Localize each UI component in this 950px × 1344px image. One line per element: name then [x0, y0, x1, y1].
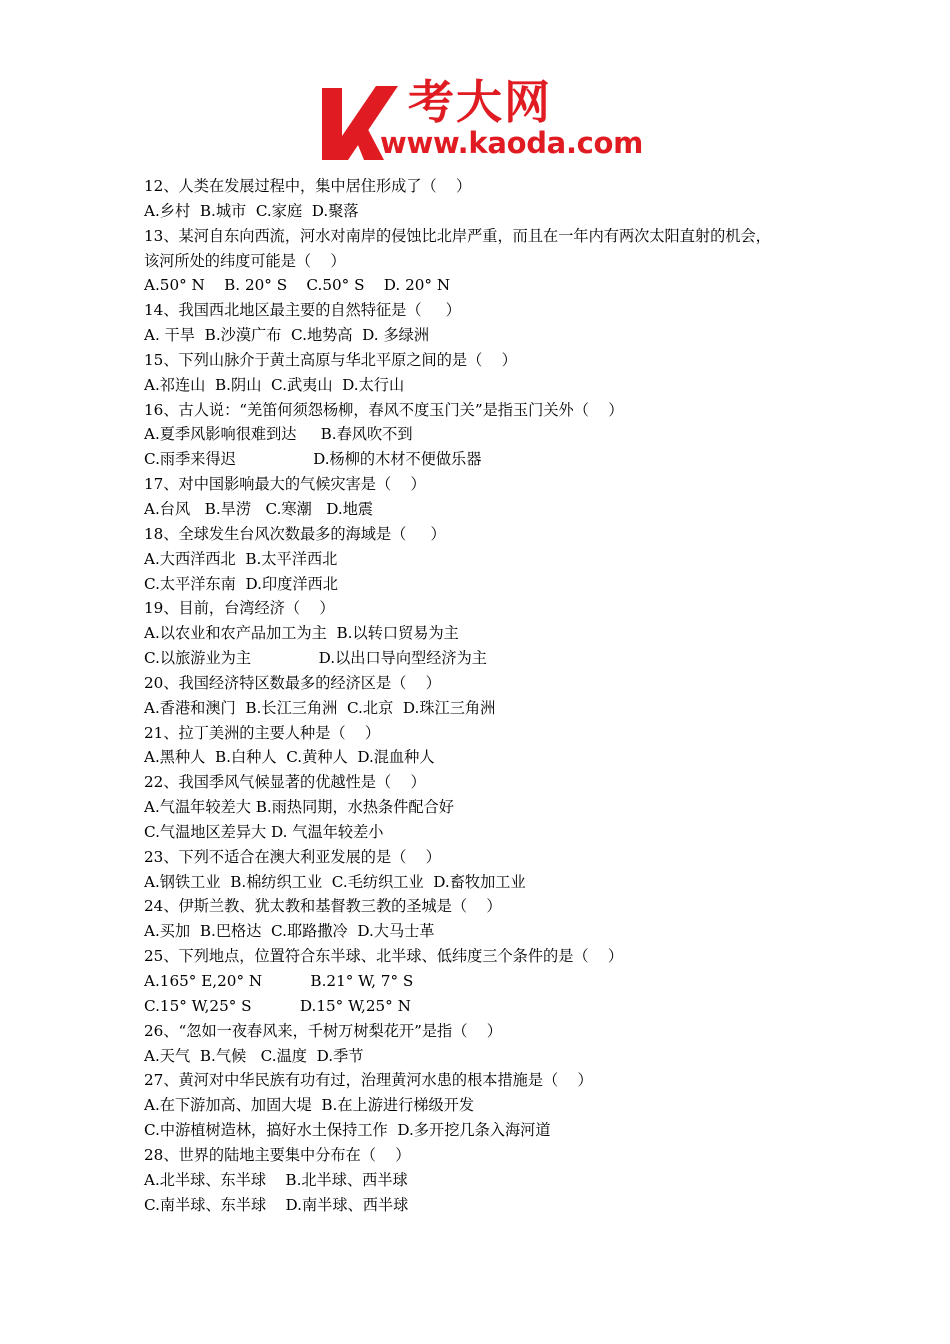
options-28-ab: A.北半球、东半球 B.北半球、西半球 — [144, 1170, 408, 1189]
options-25-cd: C.15° W,25° S D.15° W,25° N — [144, 996, 411, 1015]
options-20: A.香港和澳门 B.长江三角洲 C.北京 D.珠江三角洲 — [144, 698, 496, 717]
options-12: A.乡村 B.城市 C.家庭 D.聚落 — [144, 201, 359, 220]
logo-brand-name: 考大网 — [408, 75, 552, 129]
options-25-ab: A.165° E,20° N B.21° W, 7° S — [144, 972, 414, 990]
options-15: A.祁连山 B.阴山 C.武夷山 D.太行山 — [144, 375, 405, 394]
question-list — [144, 174, 824, 1217]
question-18: 18、全球发生台风次数最多的海域是（ ） — [144, 524, 446, 543]
options-24: A.买加 B.巴格达 C.耶路撒冷 D.大马士革 — [144, 922, 435, 941]
options-13: A.50° N B. 20° S C.50° S D. 20° N — [144, 276, 451, 295]
question-14: 14、我国西北地区最主要的自然特征是（ ） — [144, 301, 461, 320]
question-25: 25、下列地点，位置符合东半球、北半球、低纬度三个条件的是（ ） — [144, 947, 624, 966]
options-16-ab: A.夏季风影响很难到达 B.春风吹不到 — [144, 425, 413, 444]
options-27-ab: A.在下游加高、加固大堤 B.在上游进行梯级开发 — [144, 1096, 475, 1115]
question-24: 24、伊斯兰教、犹太教和基督教三教的圣城是（ ） — [144, 897, 502, 916]
question-21: 21、拉丁美洲的主要人种是（ ） — [144, 723, 381, 742]
options-22-ab: A.气温年较差大 B.雨热同期，水热条件配合好 — [144, 798, 454, 817]
options-14: A. 干旱 B.沙漠广布 C.地势高 D. 多绿洲 — [144, 326, 430, 345]
question-23: 23、下列不适合在澳大利亚发展的是（ ） — [144, 847, 441, 866]
question-13: 13、某河自东向西流，河水对南岸的侵蚀比北岸严重，而且在一年内有两次太阳直射的机会， — [144, 226, 771, 245]
options-16-cd: C.雨季来得迟 D.杨柳的木材不便做乐器 — [144, 450, 482, 469]
question-17: 17、对中国影响最大的气候灾害是（ ） — [144, 475, 426, 494]
question-28: 28、世界的陆地主要集中分布在（ ） — [144, 1145, 411, 1164]
options-17: A.台风 B.旱涝 C.寒潮 D.地震 — [144, 499, 374, 518]
options-19-ab: A.以农业和农产品加工为主 B.以转口贸易为主 — [144, 624, 459, 643]
question-15: 15、下列山脉介于黄土高原与华北平原之间的是（ ） — [144, 350, 517, 369]
options-22-cd: C.气温地区差异大 D. 气温年较差小 — [144, 822, 384, 841]
options-28-cd: C.南半球、东半球 D.南半球、西半球 — [144, 1195, 409, 1214]
question-19: 19、目前，台湾经济（ ） — [144, 599, 335, 618]
options-23: A.钢铁工业 B.棉纺织工业 C.毛纺织工业 D.畜牧加工业 — [144, 872, 526, 891]
question-16: 16、古人说：“羌笛何须怨杨柳，春风不度玉门关”是指玉门关外（ ） — [144, 400, 624, 419]
question-13-cont: 该河所处的纬度可能是（ ） — [144, 251, 346, 270]
options-19-cd: C.以旅游业为主 D.以出口导向型经济为主 — [144, 649, 487, 668]
options-21: A.黑种人 B.白种人 C.黄种人 D.混血种人 — [144, 748, 435, 767]
options-18-cd: C.太平洋东南 D.印度洋西北 — [144, 574, 338, 593]
question-20: 20、我国经济特区数最多的经济区是（ ） — [144, 673, 441, 692]
question-27: 27、黄河对中华民族有功有过，治理黄河水患的根本措施是（ ） — [144, 1071, 593, 1090]
question-22: 22、我国季风气候显著的优越性是（ ） — [144, 773, 426, 792]
question-26: 26、“忽如一夜春风来，千树万树梨花开”是指（ ） — [144, 1021, 502, 1040]
question-12: 12、人类在发展过程中，集中居住形成了（ ） — [144, 177, 472, 195]
kaoda-logo — [318, 75, 648, 162]
options-18-ab: A.大西洋西北 B.太平洋西北 — [144, 549, 338, 568]
logo-url: www.kaoda.com — [380, 126, 644, 160]
options-27-cd: C.中游植树造林，搞好水土保持工作 D.多开挖几条入海河道 — [144, 1121, 551, 1140]
options-26: A.天气 B.气候 C.温度 D.季节 — [144, 1046, 364, 1065]
